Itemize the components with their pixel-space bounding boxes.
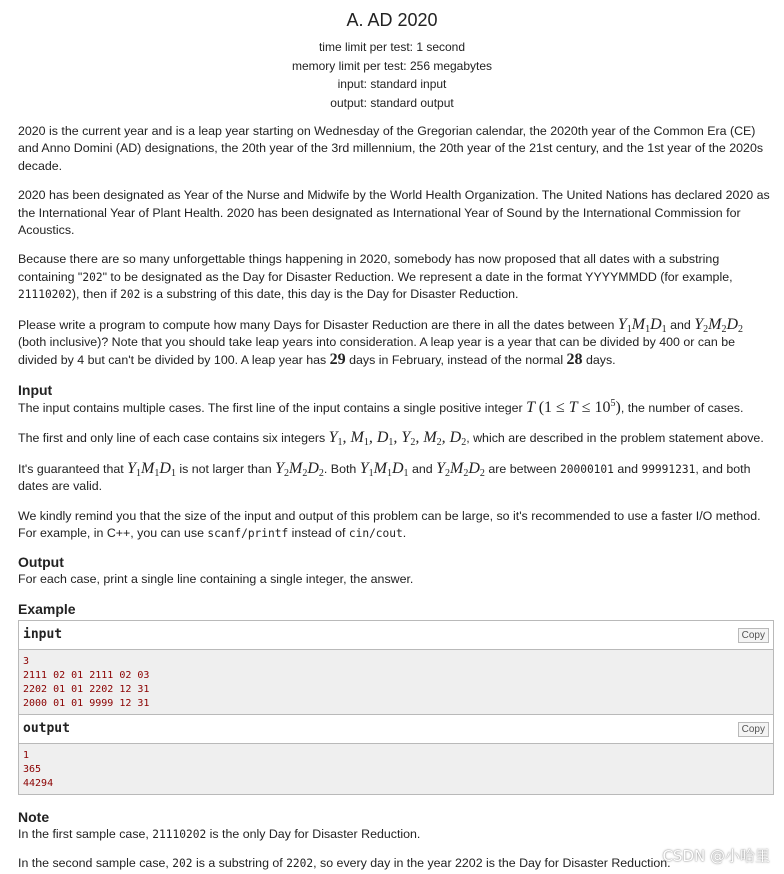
sample-output-header bbox=[19, 714, 773, 744]
legend-section bbox=[18, 123, 774, 370]
text: instead of bbox=[288, 525, 349, 540]
time-limit: time limit per test: 1 second bbox=[318, 40, 466, 54]
sample-input-line: 2111 02 01 2111 02 03 bbox=[23, 669, 150, 681]
problem-header bbox=[0, 0, 784, 112]
example-title: Example bbox=[18, 600, 76, 617]
text: " to be designated as the Day for Disaster Reduction. We represent a date in the format YYYYMMDD (for example, bbox=[102, 269, 733, 284]
text: , and both dates are valid. bbox=[18, 461, 751, 494]
input-section-title: Input bbox=[18, 381, 53, 398]
sample-input-header bbox=[19, 621, 773, 650]
text: and bbox=[613, 461, 642, 476]
text: (both inclusive)? Note that you should take leap years into consideration. A leap year is a year that can be divided by 400 or can be divided by 4 but can't be divided by 100. A leap year has bbox=[18, 335, 736, 368]
inline-code: scanf/printf bbox=[207, 526, 289, 540]
inline-code: 202 bbox=[172, 857, 193, 871]
text: is the only Day for Disaster Reduction. bbox=[206, 826, 421, 841]
math-date-1: $Y_1M_1D_1$ bbox=[359, 459, 409, 479]
text: , the number of cases. bbox=[620, 400, 744, 415]
text: days. bbox=[582, 353, 616, 368]
inline-code: 21110202 bbox=[18, 288, 72, 302]
text: The first and only line of each case contains six integers bbox=[18, 431, 329, 446]
math-date-2: $Y_2M_2D_2$ bbox=[275, 459, 324, 479]
input-paragraph-3 bbox=[18, 460, 774, 496]
text: and bbox=[408, 461, 437, 476]
math-date-1: $Y_1M_1D_1$ bbox=[127, 459, 176, 479]
input-paragraph-2 bbox=[18, 429, 774, 447]
problem-statement bbox=[0, 123, 784, 873]
text: . Both bbox=[323, 461, 360, 476]
inline-code: 2202 bbox=[286, 857, 314, 871]
text: is not larger than bbox=[175, 461, 276, 476]
memory-limit: memory limit per test: 256 megabytes bbox=[291, 58, 493, 73]
math-28: 28 bbox=[566, 351, 583, 369]
sample-tests bbox=[18, 601, 774, 795]
text: In the second sample case, bbox=[18, 856, 173, 871]
text: We kindly remind you that the size of the input and output of this problem can be large, so it's recommended to use a faster I/O method. For example, in C++, you can use bbox=[18, 508, 761, 540]
copy-output-button[interactable]: Copy bbox=[738, 722, 769, 737]
input-file: input: standard input bbox=[337, 77, 447, 91]
math-T-constraint: T $(1 \le T \le 10^5)$ bbox=[526, 397, 621, 416]
sample-output-line: 44294 bbox=[23, 777, 54, 789]
text: days in February, instead of the normal bbox=[345, 353, 567, 368]
text: ), then if bbox=[71, 287, 121, 302]
inline-code: 202 bbox=[120, 288, 141, 302]
sample-output-line: 1 bbox=[23, 749, 30, 761]
sample-output-line: 365 bbox=[23, 763, 42, 775]
text: , which are described in the problem statement above. bbox=[466, 431, 764, 446]
text: is a substring of this date, this day is the Day for Disaster Reduction. bbox=[140, 287, 519, 302]
input-section bbox=[18, 382, 774, 542]
math-six-integers: $Y_1$, $M_1$, $D_1$, $Y_2$, $M_2$, $D_2$ bbox=[328, 429, 467, 449]
legend-paragraph-4 bbox=[18, 316, 774, 370]
inline-code: 202 bbox=[82, 270, 103, 284]
text: Because there are so many unforgettable things happening in 2020, somebody has now proposed that all dates with a substring containing " bbox=[18, 252, 720, 284]
math-29: 29 bbox=[329, 351, 346, 369]
text: is a substring of bbox=[192, 856, 287, 871]
math-date-2: $Y_2M_2D_2$ bbox=[436, 459, 485, 479]
legend-paragraph-1: 2020 is the current year and is a leap year starting on Wednesday of the Gregorian calendar, the 2020th year of the Common Era (CE) and Anno Domini (AD) designations, the 20th year of the 3rd millennium, the 20th year of the 21st century, and the 1st year of the 2020s decade. bbox=[18, 124, 764, 173]
inline-code: 99991231 bbox=[641, 462, 696, 476]
sample-input-label: input bbox=[23, 626, 63, 642]
sample-input-line: 2000 01 01 9999 12 31 bbox=[23, 697, 150, 709]
math-date-2: $Y_2M_2D_2$ bbox=[694, 315, 744, 335]
text: . bbox=[402, 525, 407, 540]
inline-code: cin/cout bbox=[348, 526, 403, 540]
note-paragraph-2 bbox=[18, 855, 774, 872]
math-date-1: $Y_1M_1D_1$ bbox=[617, 315, 667, 335]
sample-output-body bbox=[19, 744, 773, 794]
text: Please write a program to compute how many Days for Disaster Reduction are there in all the dates between bbox=[18, 317, 618, 332]
output-file: output: standard output bbox=[330, 95, 454, 110]
csdn-watermark: CSDN @小哈里 bbox=[662, 847, 770, 865]
note-paragraph-1 bbox=[18, 826, 774, 843]
text: In the first sample case, bbox=[18, 826, 153, 841]
sample-input-body bbox=[19, 650, 773, 714]
copy-input-button[interactable]: Copy bbox=[738, 628, 769, 643]
note-title: Note bbox=[18, 808, 50, 825]
note-section bbox=[18, 809, 774, 873]
sample-box bbox=[18, 620, 774, 795]
sample-input-line: 2202 01 01 2202 12 31 bbox=[23, 683, 150, 695]
legend-paragraph-3 bbox=[18, 251, 774, 303]
text: are between bbox=[484, 461, 560, 476]
legend-paragraph-2: 2020 has been designated as Year of the Nurse and Midwife by the World Health Organization. The United Nations has declared 2020 as the International Year of Plant Health. 2020 has been designated as International Year of Sound by the International Commission for Acoustics. bbox=[18, 188, 770, 238]
output-section-title: Output bbox=[18, 554, 64, 571]
input-paragraph-1 bbox=[18, 399, 774, 417]
sample-input-line: 3 bbox=[23, 655, 30, 667]
inline-code: 20000101 bbox=[560, 462, 614, 476]
sample-output-label: output bbox=[23, 720, 70, 736]
text: The input contains multiple cases. The first line of the input contains a single positive integer bbox=[18, 400, 527, 415]
output-paragraph-1: For each case, print a single line containing a single integer, the answer. bbox=[18, 572, 414, 587]
input-paragraph-4 bbox=[18, 508, 774, 543]
text: , so every day in the year 2202 is the Day for Disaster Reduction. bbox=[313, 856, 671, 871]
text: It's guaranteed that bbox=[18, 461, 128, 476]
inline-code: 21110202 bbox=[152, 827, 207, 841]
problem-title: A. AD 2020 bbox=[346, 10, 438, 30]
text: and bbox=[666, 317, 695, 332]
output-section bbox=[18, 554, 774, 588]
